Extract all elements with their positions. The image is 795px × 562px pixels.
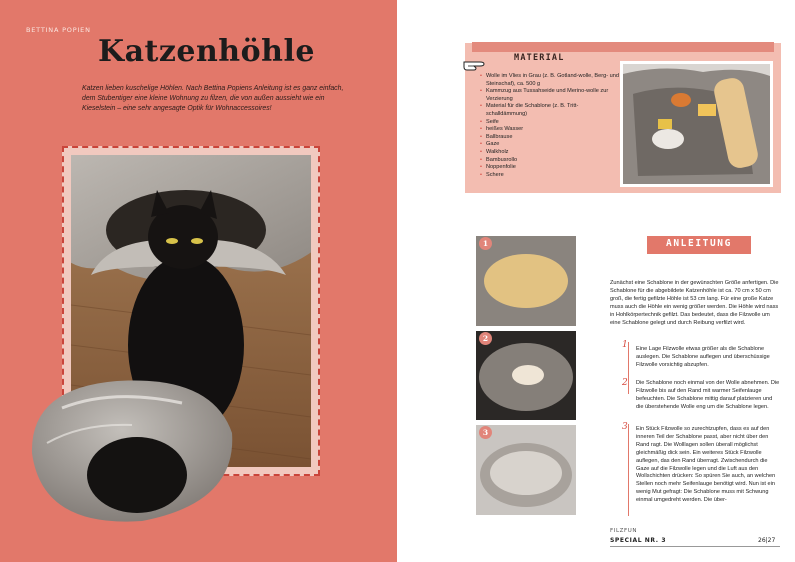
step-marker: 3 <box>622 422 628 432</box>
material-item: • Seife <box>481 119 619 127</box>
step-text: Die Schablone noch einmal von der Wolle abnehmen. Die Filzwolle bis auf den Rand mit warmer Seifenlauge befeuchten. Die Schablone mittig darauf platzieren und die überstehende Wolle eng um die Schablone legen. <box>636 380 780 410</box>
step-number-badge: 3 <box>479 426 492 439</box>
step-photo-1 <box>476 236 576 326</box>
pointing-hand-icon <box>462 56 490 72</box>
step-text: Eine Lage Filzwolle etwas größer als die Schablone auslegen. Die Schablone auflegen und überschüssige Filzwolle vorsichtig abzupfen. <box>636 346 770 368</box>
felt-cave-photo <box>22 363 242 531</box>
footer-rule <box>610 546 780 547</box>
material-item: • heißes Wasser <box>481 126 619 134</box>
step-photo-3 <box>476 425 576 515</box>
step-number-badge: 1 <box>479 237 492 250</box>
material-item: • Ballbrause <box>481 134 619 142</box>
material-item: • Schere <box>481 172 619 180</box>
author-name: BETTINA POPIEN <box>26 26 91 34</box>
step-text: Ein Stück Filzwolle so zurechtzupfen, dass es auf den inneren Teil der Schablone passt, aber nicht über den Rand ragt. Die Wolllagen sollen überall möglichst gleichmäßig dick sein. Ein weiteres Stück Filzwolle auflegen, das den Rand überragt. Zwischendurch die Gaze auf die Filzwolle legen und die Luft aus den Wollschichten drücken: So spüren Sie auch, an welchen Stellen noch mehr Seifenlauge benötigt wird. Nun ist ein wenig Mut gefragt: Die Schablone muss mit Schwung einmal umgedreht werden. Die über- <box>636 426 776 504</box>
step-divider <box>628 424 629 516</box>
material-header-bar <box>472 42 774 52</box>
footer-issue: SPECIAL NR. 3 <box>610 537 667 544</box>
material-item: • Walkholz <box>481 149 619 157</box>
material-list <box>481 73 619 179</box>
material-item: • Material für die Schablone (z. B. Tritt-schalldämmung) <box>481 103 619 118</box>
material-item: • Wolle im Vlies in Grau (z. B. Gotland-wolle, Berg- und Steinschaf), ca. 500 g <box>481 73 619 88</box>
materials-photo <box>620 61 773 187</box>
instructions-intro: Zunächst eine Schablone in der gewünschten Größe anfertigen. Die Schablone für die abgebildete Katzenhöhle ist ca. 70 cm x 50 cm groß, die fertig gefilzte Höhle ist 53 cm lang. Für eine große Katze muss auch die Höhle ein wenig größer werden. Die Höhle wird nass in Hohlkörpertechnik gefilzt. Das bedeutet, dass die Filzwolle um eine Schablone gelegt und durch Reibung verfilzt wird. <box>610 280 779 326</box>
footer-page-numbers: 26|27 <box>758 537 776 544</box>
step-marker: 1 <box>622 340 628 350</box>
material-item: • Bambusrollo <box>481 157 619 165</box>
step-number-badge: 2 <box>479 332 492 345</box>
intro-text: Katzen lieben kuschelige Höhlen. Nach Bettina Popiens Anleitung ist es ganz einfach, dem Stubentiger eine kleine Wohnung zu filzen, die von außen aussieht wie ein Kieselstein – eine sehr angesagte Optik für Wohnaccessoires! <box>82 85 344 112</box>
material-item: • Noppenfolie <box>481 164 619 172</box>
page-title: Katzenhöhle <box>98 34 315 69</box>
step-marker: 2 <box>622 378 628 388</box>
footer-magazine-name: FILZFUN <box>610 528 638 534</box>
material-item: • Kammzug aus Tussahseide und Merino-wolle zur Verzierung <box>481 88 619 103</box>
material-title: MATERIAL <box>514 53 565 63</box>
step-photo-2 <box>476 331 576 420</box>
material-item: • Gaze <box>481 141 619 149</box>
anleitung-title: ANLEITUNG <box>666 238 732 249</box>
step-divider <box>628 342 629 394</box>
